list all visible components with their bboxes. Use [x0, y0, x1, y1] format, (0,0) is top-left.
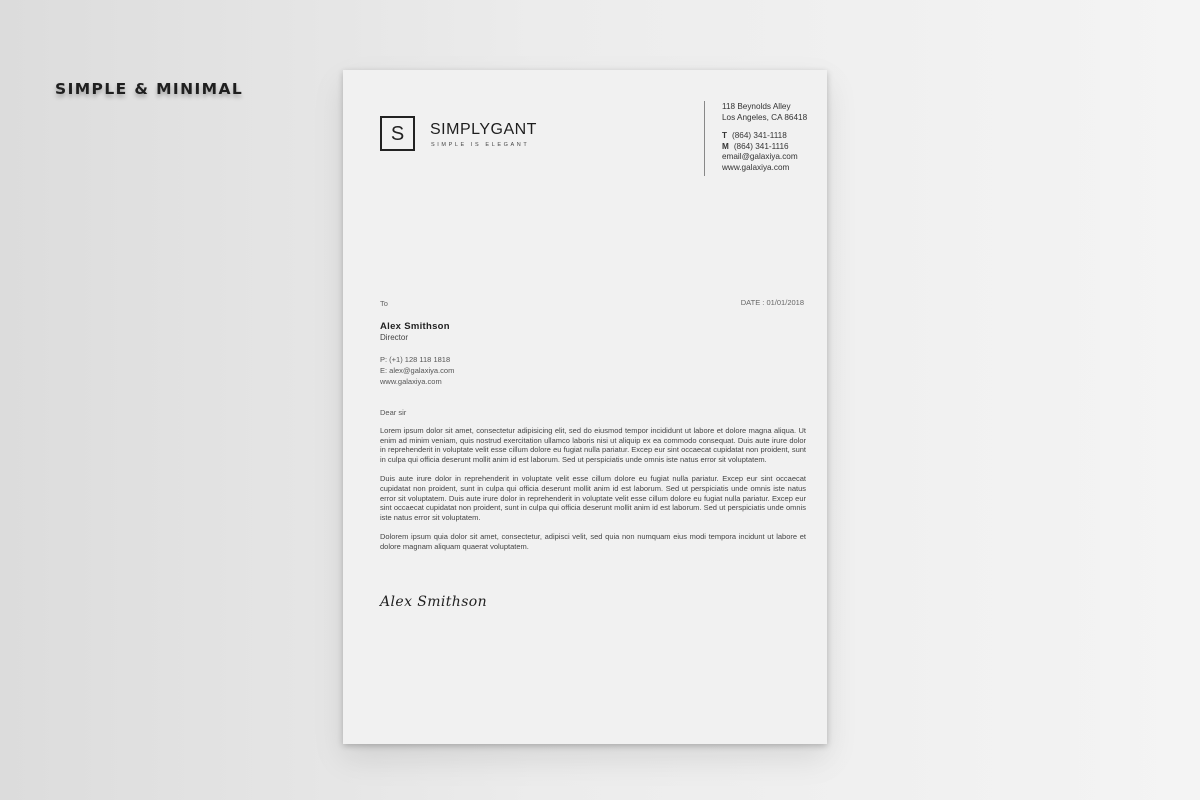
- recipient-website: www.galaxiya.com: [380, 377, 442, 386]
- address-line-1: 118 Beynolds Alley: [722, 102, 791, 111]
- address-line-2: Los Angeles, CA 86418: [722, 112, 808, 122]
- body-paragraph: Dolorem ipsum quia dolor sit amet, consectetur, adipisci velit, sed quia non numquam eius modi tempora incidunt ut labore et dolore magnam aliquam quaerat voluptatem.: [380, 532, 806, 551]
- telephone-line: [722, 131, 807, 142]
- mobile-label: M: [722, 141, 729, 151]
- company-website: www.galaxiya.com: [722, 162, 790, 172]
- body-paragraph: Lorem ipsum dolor sit amet, consectetur adipisicing elit, sed do eiusmod tempor incididunt ut labore et dolore magna aliqua. Ut enim ad minim veniam, quis nostrud exercitation ullamco laboris nisi ut aliquip ex ea commodo consequat. Duis aute irure dolor in reprehenderit in voluptate velit esse cillum dolore eu fugiat nulla pariatur. Excep eur sint occaecat cupidatat non proident, sunt in culpa qui officia deserunt mollit anim id est laborum. Sed ut perspiciatis unde omnis iste natus error sit voluptatem.: [380, 426, 806, 464]
- telephone-number: (864) 341-1118: [732, 131, 787, 141]
- brand-name: SIMPLYGANT: [430, 121, 537, 138]
- company-contact-block: [722, 102, 807, 174]
- recipient-title: Director: [380, 333, 409, 342]
- company-email: email@galaxiya.com: [722, 152, 798, 162]
- logo-mark: [380, 116, 415, 151]
- letter-body: [380, 426, 806, 562]
- recipient-name: Alex Smithson: [380, 321, 450, 332]
- brand-tagline: SIMPLE IS ELEGANT: [431, 142, 530, 148]
- promo-tagline: SIMPLE & MINIMAL: [55, 80, 244, 98]
- letter-date: DATE : 01/01/2018: [740, 298, 804, 307]
- body-paragraph: Duis aute irure dolor in reprehenderit in voluptate velit esse cillum dolore eu fugiat nulla pariatur. Excep eur sint occaecat cupidatat non proident, sunt in culpa qui officia deserunt mollit anim id est laborum. Sed ut perspiciatis unde omnis iste natus error sit voluptatem. Duis aute irure dolor in reprehenderit in voluptate velit esse cillum dolore eu fugiat nulla pariatur. Excep eur sint occaecat cupidatat non proident, sunt in culpa qui officia deserunt mollit anim id est laborum. Sed ut perspiciatis unde omnis iste natus error sit voluptatem.: [380, 474, 806, 522]
- contact-divider: [704, 101, 705, 176]
- mobile-line: [722, 142, 807, 153]
- to-label: To: [380, 299, 388, 308]
- logo-letter: S: [390, 122, 405, 145]
- letterhead-page: [343, 70, 827, 744]
- recipient-phone: P: (+1) 128 118 1818: [380, 355, 451, 364]
- recipient-contact: [380, 354, 454, 387]
- recipient-email: E: alex@galaxiya.com: [380, 366, 455, 375]
- telephone-label: T: [722, 131, 728, 141]
- mobile-number: (864) 341-1116: [733, 141, 789, 151]
- greeting: Dear sir: [380, 408, 407, 417]
- signature: Alex Smithson: [380, 594, 488, 610]
